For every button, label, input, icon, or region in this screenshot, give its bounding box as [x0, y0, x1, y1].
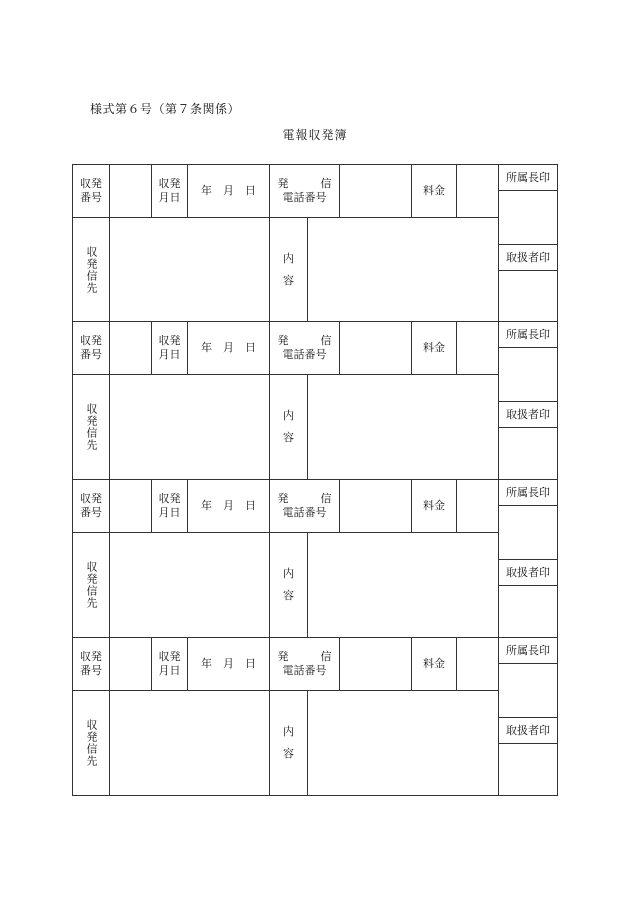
chief-seal-field[interactable]: [498, 506, 557, 560]
ledger-block: [72, 638, 558, 796]
ledger-block: [72, 480, 558, 638]
destination-label: 収発信先: [85, 403, 98, 451]
content-field[interactable]: [307, 691, 498, 795]
destination-field[interactable]: [109, 218, 269, 321]
handler-seal-label: 取扱者印: [498, 245, 557, 271]
receipt-date-label: 収発 月日: [151, 638, 187, 691]
handler-seal-label: 取扱者印: [498, 402, 557, 428]
phone-field[interactable]: [339, 480, 411, 533]
document-title: 電報収発簿: [282, 128, 348, 142]
date-field[interactable]: 年 月 日: [187, 638, 269, 691]
handler-seal-field[interactable]: [498, 271, 557, 321]
chief-seal-label: 所属長印: [498, 322, 557, 348]
chief-seal-field[interactable]: [498, 348, 557, 402]
content-label: 内 容: [269, 218, 307, 321]
content-label: 内 容: [269, 375, 307, 479]
phone-label: 発 信 電話番号: [269, 165, 339, 218]
fee-field[interactable]: [456, 165, 498, 218]
fee-label: 料金: [411, 165, 456, 218]
receipt-number-field[interactable]: [109, 322, 151, 375]
receipt-date-label: 収発 月日: [151, 480, 187, 533]
ledger-table: [72, 164, 558, 796]
content-label: 内 容: [269, 691, 307, 795]
receipt-date-label: 収発 月日: [151, 322, 187, 375]
receipt-number-field[interactable]: [109, 480, 151, 533]
destination-field[interactable]: [109, 375, 269, 479]
fee-label: 料金: [411, 638, 456, 691]
handler-seal-field[interactable]: [498, 586, 557, 637]
receipt-number-field[interactable]: [109, 165, 151, 218]
fee-label: 料金: [411, 322, 456, 375]
handler-seal-label: 取扱者印: [498, 560, 557, 586]
date-field[interactable]: 年 月 日: [187, 480, 269, 533]
destination-label: 収発信先: [85, 719, 98, 767]
content-field[interactable]: [307, 533, 498, 637]
destination-field[interactable]: [109, 691, 269, 795]
phone-label: 発 信 電話番号: [269, 638, 339, 691]
date-field[interactable]: 年 月 日: [187, 322, 269, 375]
chief-seal-label: 所属長印: [498, 638, 557, 664]
ledger-block: [72, 164, 558, 322]
chief-seal-label: 所属長印: [498, 165, 557, 191]
fee-field[interactable]: [456, 638, 498, 691]
date-field[interactable]: 年 月 日: [187, 165, 269, 218]
phone-field[interactable]: [339, 322, 411, 375]
form-number: 様式第６号（第７条関係）: [90, 102, 241, 116]
phone-label: 発 信 電話番号: [269, 480, 339, 533]
destination-label: 収発信先: [85, 561, 98, 609]
handler-seal-label: 取扱者印: [498, 718, 557, 744]
phone-field[interactable]: [339, 165, 411, 218]
receipt-date-label: 収発 月日: [151, 165, 187, 218]
handler-seal-field[interactable]: [498, 428, 557, 479]
ledger-block: [72, 322, 558, 480]
receipt-number-label: 収発 番号: [73, 165, 109, 218]
content-label: 内 容: [269, 533, 307, 637]
receipt-number-label: 収発 番号: [73, 480, 109, 533]
phone-label: 発 信 電話番号: [269, 322, 339, 375]
receipt-number-label: 収発 番号: [73, 322, 109, 375]
content-field[interactable]: [307, 218, 498, 321]
content-field[interactable]: [307, 375, 498, 479]
chief-seal-label: 所属長印: [498, 480, 557, 506]
phone-field[interactable]: [339, 638, 411, 691]
destination-label: 収発信先: [85, 245, 98, 294]
handler-seal-field[interactable]: [498, 744, 557, 795]
receipt-number-label: 収発 番号: [73, 638, 109, 691]
fee-field[interactable]: [456, 480, 498, 533]
chief-seal-field[interactable]: [498, 191, 557, 245]
chief-seal-field[interactable]: [498, 664, 557, 718]
fee-label: 料金: [411, 480, 456, 533]
receipt-number-field[interactable]: [109, 638, 151, 691]
fee-field[interactable]: [456, 322, 498, 375]
destination-field[interactable]: [109, 533, 269, 637]
